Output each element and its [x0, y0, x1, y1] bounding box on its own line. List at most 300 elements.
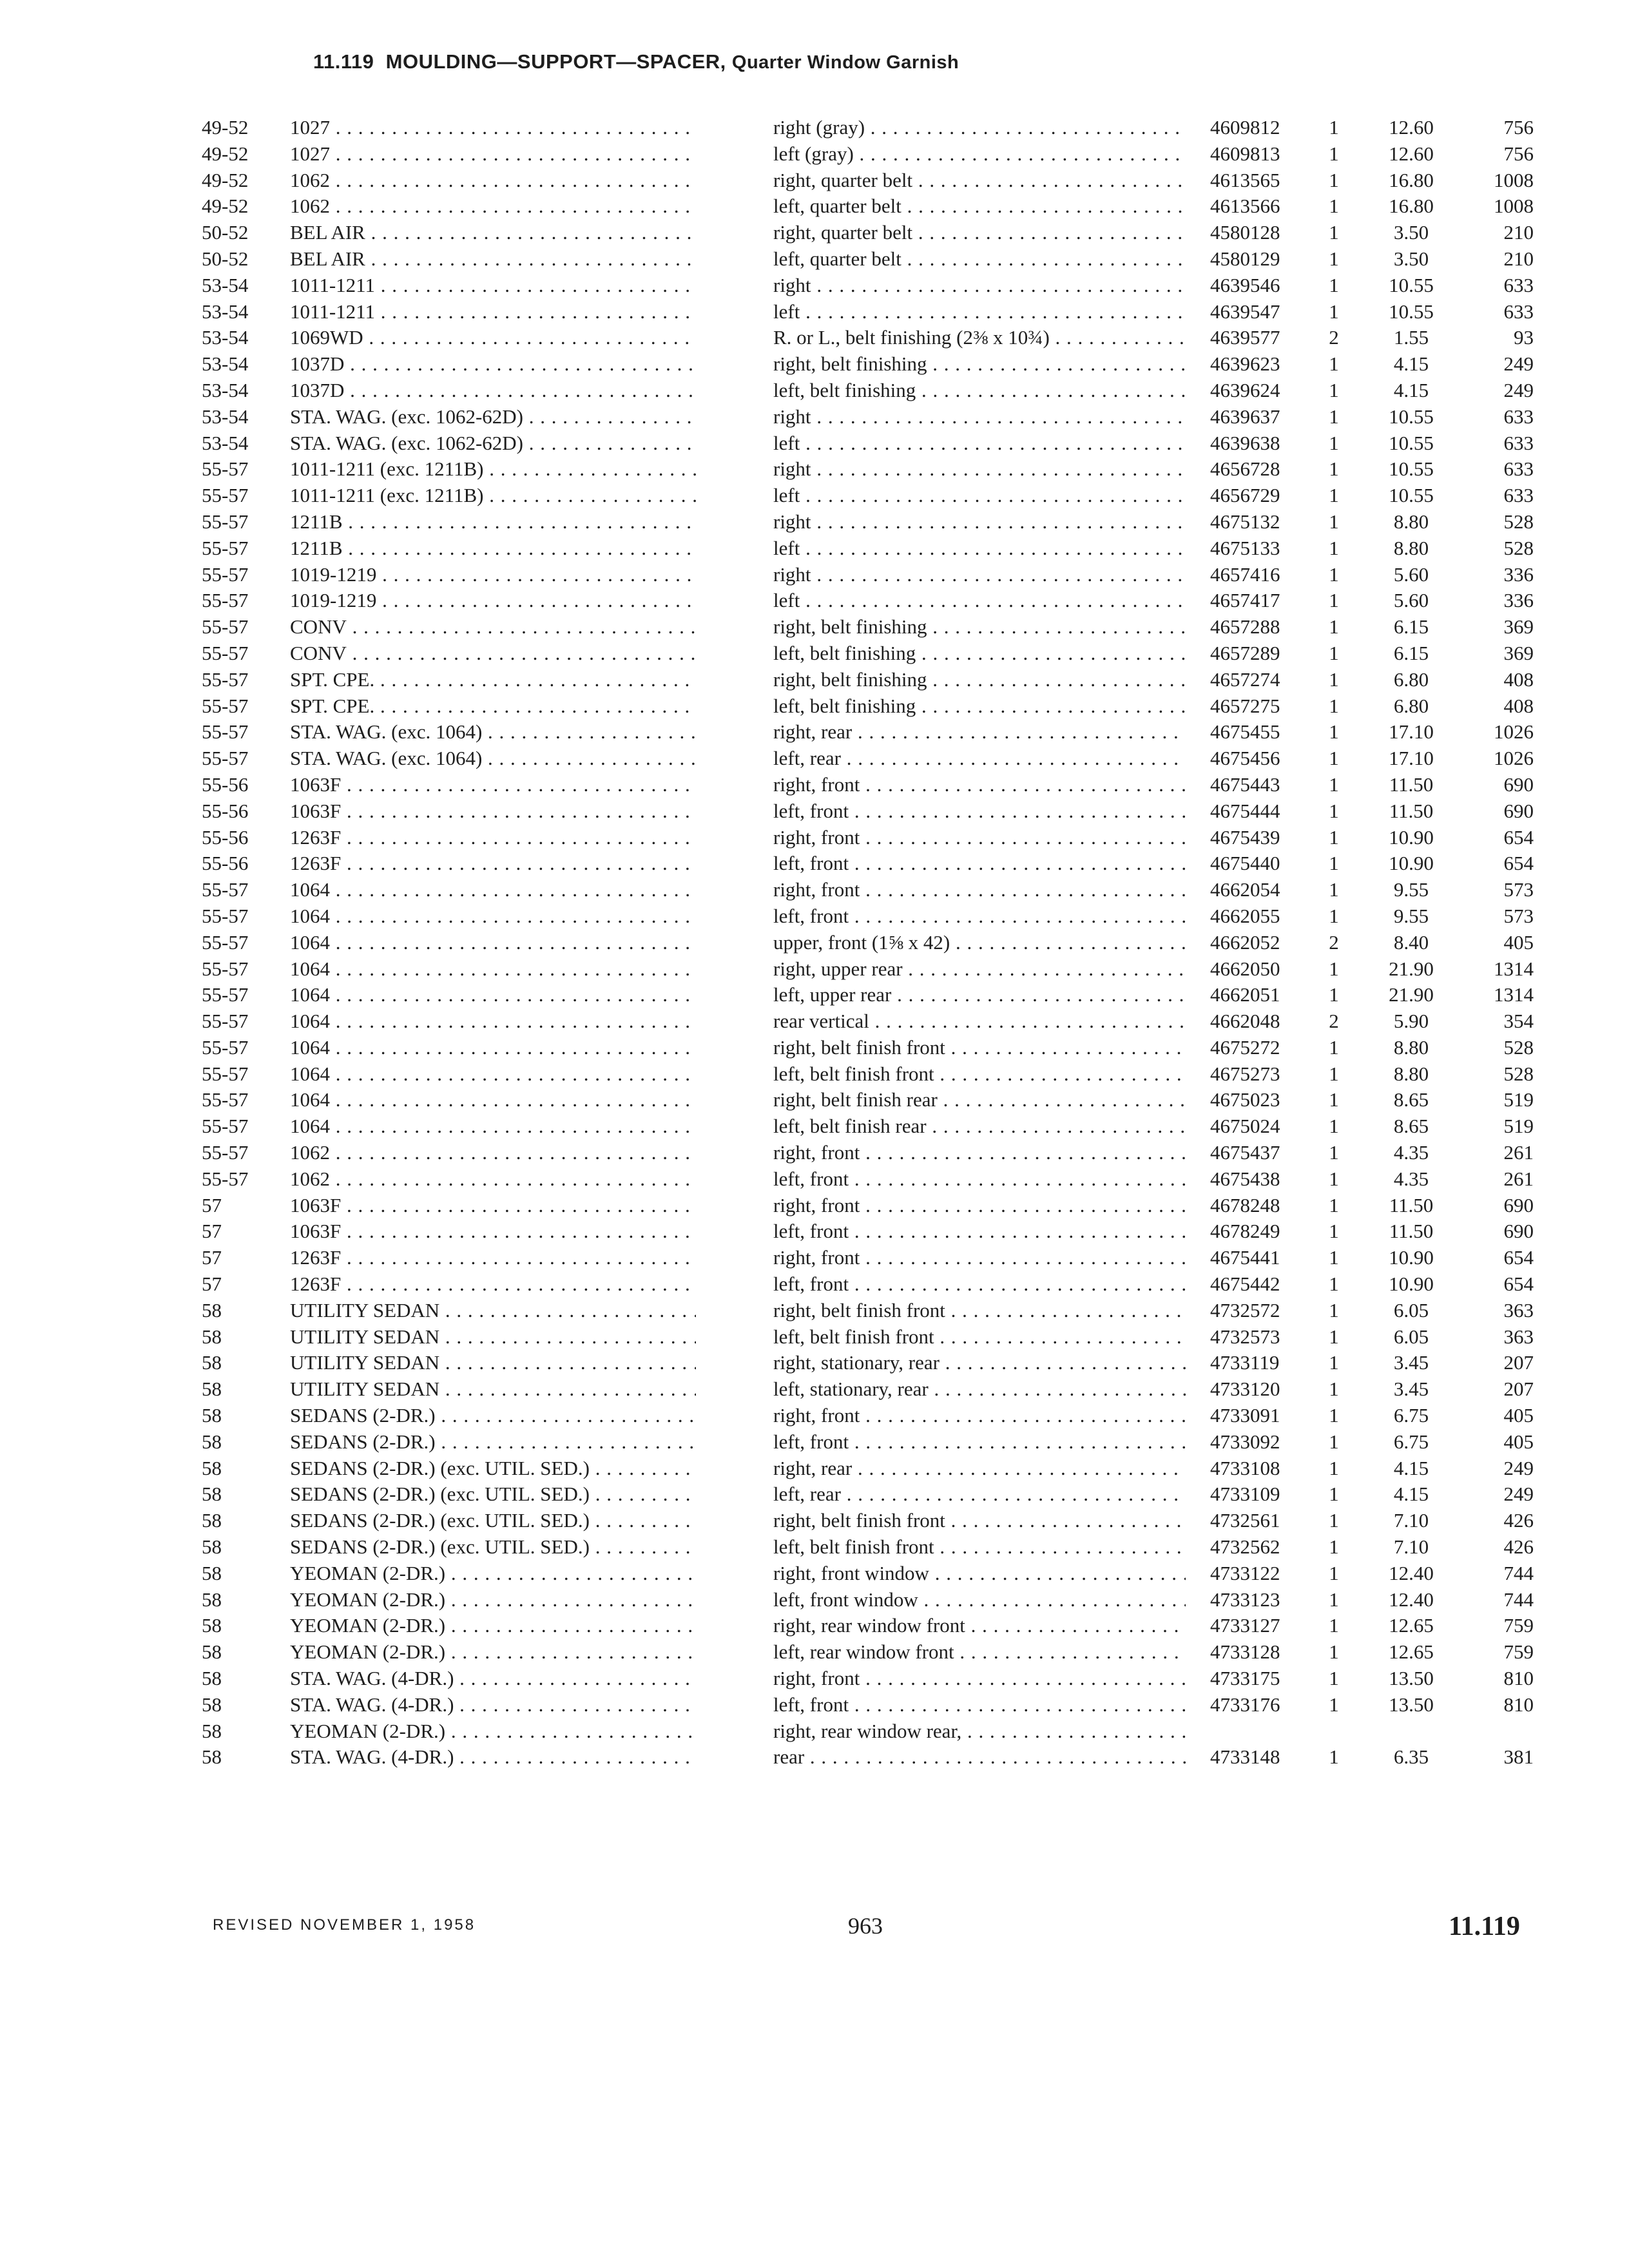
table-row [0, 1087, 1629, 1113]
quantity-cell: 1 [1329, 589, 1339, 612]
table-row [0, 1403, 1629, 1429]
quantity-cell: 1 [1329, 904, 1339, 927]
part-number-cell: 4732562 [1210, 1535, 1280, 1559]
table-row [0, 1061, 1629, 1088]
model-cell: 1062 . . . [290, 168, 696, 193]
price-cell: 10.90 [1389, 852, 1434, 875]
price-cell: 13.50 [1389, 1667, 1434, 1690]
model-cell: 1064 . . . [290, 1035, 696, 1061]
table-row [0, 483, 1629, 509]
table-row [0, 1613, 1629, 1639]
table-row [0, 1113, 1629, 1140]
part-number-cell: 4657288 [1210, 615, 1280, 639]
part-number-cell: 4657275 [1210, 694, 1280, 717]
price-cell: 6.15 [1393, 641, 1429, 664]
price-cell: 6.15 [1393, 615, 1429, 639]
quantity-cell: 1 [1329, 352, 1339, 376]
description-cell: right, belt finishing . . . [773, 614, 1186, 640]
code-cell: 744 [1503, 1588, 1534, 1611]
year-cell: 55-57 [202, 589, 249, 612]
quantity-cell: 1 [1329, 247, 1339, 270]
code-cell: 363 [1503, 1325, 1534, 1348]
price-cell: 11.50 [1389, 773, 1434, 796]
price-cell: 12.60 [1389, 116, 1434, 139]
code-cell: 426 [1503, 1509, 1534, 1532]
year-cell: 53-54 [202, 273, 249, 296]
footer-section-number: 11.119 [1449, 1912, 1520, 1941]
code-cell: 519 [1503, 1115, 1534, 1138]
price-cell: 17.10 [1389, 720, 1434, 744]
price-cell: 17.10 [1389, 747, 1434, 770]
quantity-cell: 1 [1329, 1667, 1339, 1690]
code-cell: 354 [1503, 1010, 1534, 1033]
code-cell: 381 [1503, 1745, 1534, 1769]
model-cell: YEOMAN (2-DR.) . . . [290, 1639, 696, 1665]
code-cell: 633 [1503, 405, 1534, 428]
quantity-cell: 1 [1329, 168, 1339, 191]
price-cell: 4.15 [1393, 1483, 1429, 1506]
part-number-cell: 4678249 [1210, 1220, 1280, 1243]
part-number-cell: 4733175 [1210, 1667, 1280, 1690]
price-cell: 10.90 [1389, 1273, 1434, 1296]
price-cell: 10.90 [1389, 825, 1434, 849]
price-cell: 4.15 [1393, 352, 1429, 376]
model-cell: 1069WD . . . [290, 325, 696, 351]
description-cell: right, quarter belt . . . [773, 220, 1186, 245]
year-cell: 55-57 [202, 510, 249, 533]
model-cell: UTILITY SEDAN . . . [290, 1350, 696, 1376]
price-cell: 3.50 [1393, 221, 1429, 244]
model-cell: 1263F . . . [290, 825, 696, 850]
price-cell: 4.15 [1393, 1456, 1429, 1479]
description-cell: left, front . . . [773, 1692, 1186, 1718]
quantity-cell: 1 [1329, 1298, 1339, 1321]
code-cell: 528 [1503, 1062, 1534, 1085]
quantity-cell: 1 [1329, 405, 1339, 428]
description-cell: left, belt finish front . . . [773, 1534, 1186, 1560]
year-cell: 58 [202, 1719, 222, 1742]
description-cell: left . . . [773, 535, 1186, 561]
quantity-cell: 1 [1329, 116, 1339, 139]
part-number-cell: 4662048 [1210, 1010, 1280, 1033]
model-cell: 1064 . . . [290, 1087, 696, 1113]
year-cell: 58 [202, 1667, 222, 1690]
price-cell: 5.60 [1393, 562, 1429, 586]
part-number-cell: 4675024 [1210, 1115, 1280, 1138]
description-cell: left, stationary, rear . . . [773, 1376, 1186, 1402]
quantity-cell: 1 [1329, 720, 1339, 744]
table-row [0, 1376, 1629, 1403]
code-cell: 405 [1503, 1404, 1534, 1427]
part-number-cell: 4675133 [1210, 536, 1280, 559]
year-cell: 55-56 [202, 852, 249, 875]
model-cell: 1064 . . . [290, 1008, 696, 1034]
price-cell: 12.65 [1389, 1640, 1434, 1664]
part-number-cell: 4678248 [1210, 1193, 1280, 1216]
header-section-number: 11.119 [313, 50, 374, 73]
description-cell: left, quarter belt . . . [773, 246, 1186, 272]
code-cell: 633 [1503, 431, 1534, 454]
price-cell: 13.50 [1389, 1693, 1434, 1716]
code-cell: 528 [1503, 536, 1534, 559]
description-cell: right, front . . . [773, 825, 1186, 850]
code-cell: 654 [1503, 1273, 1534, 1296]
price-cell: 11.50 [1389, 799, 1434, 822]
table-row [0, 1298, 1629, 1324]
page-number: 963 [848, 1913, 883, 1939]
table-row [0, 877, 1629, 903]
part-number-cell: 4733128 [1210, 1640, 1280, 1664]
year-cell: 55-57 [202, 930, 249, 954]
description-cell: right, rear window rear, . . . [773, 1718, 1186, 1744]
part-number-cell: 4733108 [1210, 1456, 1280, 1479]
page-footer [0, 1912, 1629, 1945]
year-cell: 55-57 [202, 1141, 249, 1164]
code-cell: 744 [1503, 1561, 1534, 1584]
quantity-cell: 1 [1329, 747, 1339, 770]
quantity-cell: 1 [1329, 825, 1339, 849]
model-cell: 1263F . . . [290, 850, 696, 876]
model-cell: 1063F . . . [290, 1218, 696, 1244]
year-cell: 58 [202, 1561, 222, 1584]
code-cell: 528 [1503, 1035, 1534, 1059]
part-number-cell: 4675439 [1210, 825, 1280, 849]
table-row [0, 1718, 1629, 1745]
model-cell: 1062 . . . [290, 1166, 696, 1192]
year-cell: 55-56 [202, 799, 249, 822]
code-cell: 690 [1503, 799, 1534, 822]
code-cell: 654 [1503, 852, 1534, 875]
price-cell: 9.55 [1393, 904, 1429, 927]
model-cell: 1064 . . . [290, 1061, 696, 1087]
description-cell: rear . . . [773, 1744, 1186, 1770]
code-cell: 654 [1503, 1246, 1534, 1269]
model-cell: SEDANS (2-DR.) . . . [290, 1403, 696, 1428]
table-row [0, 246, 1629, 273]
table-row [0, 588, 1629, 614]
table-row [0, 1350, 1629, 1376]
table-row [0, 562, 1629, 588]
price-cell: 12.60 [1389, 142, 1434, 165]
table-row [0, 299, 1629, 325]
code-cell: 210 [1503, 221, 1534, 244]
quantity-cell: 1 [1329, 641, 1339, 664]
model-cell: BEL AIR . . . [290, 220, 696, 245]
model-cell: 1062 . . . [290, 193, 696, 219]
description-cell: right, belt finish front . . . [773, 1298, 1186, 1323]
price-cell: 6.80 [1393, 694, 1429, 717]
year-cell: 58 [202, 1693, 222, 1716]
model-cell: 1064 . . . [290, 930, 696, 956]
description-cell: right, belt finishing . . . [773, 351, 1186, 377]
part-number-cell: 4657274 [1210, 668, 1280, 691]
description-cell: left, belt finish rear . . . [773, 1113, 1186, 1139]
code-cell: 369 [1503, 615, 1534, 639]
part-number-cell: 4733122 [1210, 1561, 1280, 1584]
code-cell: 690 [1503, 773, 1534, 796]
quantity-cell: 1 [1329, 878, 1339, 901]
part-number-cell: 4639546 [1210, 273, 1280, 296]
part-number-cell: 4662051 [1210, 983, 1280, 1006]
part-number-cell: 4675437 [1210, 1141, 1280, 1164]
description-cell: left . . . [773, 430, 1186, 456]
year-cell: 58 [202, 1351, 222, 1374]
table-row [0, 220, 1629, 246]
year-cell: 55-57 [202, 720, 249, 744]
description-cell: left (gray) . . . [773, 141, 1186, 167]
price-cell: 6.05 [1393, 1298, 1429, 1321]
part-number-cell: 4733092 [1210, 1430, 1280, 1453]
quantity-cell: 1 [1329, 668, 1339, 691]
code-cell: 1008 [1494, 168, 1534, 191]
table-row [0, 745, 1629, 772]
code-cell: 1008 [1494, 195, 1534, 218]
model-cell: STA. WAG. (exc. 1062-62D) . . . [290, 430, 696, 456]
table-row [0, 798, 1629, 825]
part-number-cell: 4733127 [1210, 1614, 1280, 1637]
price-cell: 16.80 [1389, 195, 1434, 218]
year-cell: 55-57 [202, 536, 249, 559]
part-number-cell: 4675273 [1210, 1062, 1280, 1085]
quantity-cell: 1 [1329, 1167, 1339, 1190]
table-row [0, 1008, 1629, 1035]
code-cell: 1314 [1494, 957, 1534, 980]
table-row [0, 325, 1629, 351]
quantity-cell: 1 [1329, 615, 1339, 639]
table-row [0, 509, 1629, 535]
code-cell: 408 [1503, 668, 1534, 691]
year-cell: 58 [202, 1298, 222, 1321]
part-number-cell: 4675456 [1210, 747, 1280, 770]
code-cell: 1026 [1494, 720, 1534, 744]
table-row [0, 982, 1629, 1008]
code-cell: 633 [1503, 457, 1534, 481]
quantity-cell: 1 [1329, 1430, 1339, 1453]
description-cell: right, stationary, rear . . . [773, 1350, 1186, 1376]
description-cell: left, belt finish front . . . [773, 1324, 1186, 1350]
part-number-cell: 4733123 [1210, 1588, 1280, 1611]
price-cell: 6.05 [1393, 1325, 1429, 1348]
table-row [0, 1639, 1629, 1666]
year-cell: 58 [202, 1640, 222, 1664]
price-cell: 8.40 [1393, 930, 1429, 954]
quantity-cell: 1 [1329, 562, 1339, 586]
quantity-cell: 1 [1329, 1351, 1339, 1374]
table-row [0, 693, 1629, 720]
header-title: MOULDING—SUPPORT—SPACER, [385, 50, 726, 73]
price-cell: 10.55 [1389, 300, 1434, 323]
page-header [313, 50, 959, 73]
model-cell: 1064 . . . [290, 877, 696, 903]
quantity-cell: 1 [1329, 510, 1339, 533]
description-cell: left, upper rear . . . [773, 982, 1186, 1008]
table-row [0, 1666, 1629, 1692]
year-cell: 55-57 [202, 668, 249, 691]
table-row [0, 825, 1629, 851]
price-cell: 16.80 [1389, 168, 1434, 191]
model-cell: YEOMAN (2-DR.) . . . [290, 1587, 696, 1613]
quantity-cell: 1 [1329, 273, 1339, 296]
code-cell: 810 [1503, 1693, 1534, 1716]
quantity-cell: 1 [1329, 773, 1339, 796]
code-cell: 249 [1503, 1483, 1534, 1506]
quantity-cell: 1 [1329, 484, 1339, 507]
table-row [0, 1218, 1629, 1245]
description-cell: right, front . . . [773, 772, 1186, 798]
description-cell: right, front . . . [773, 1245, 1186, 1271]
year-cell: 55-57 [202, 484, 249, 507]
year-cell: 55-57 [202, 904, 249, 927]
table-row [0, 614, 1629, 640]
part-number-cell: 4733176 [1210, 1693, 1280, 1716]
year-cell: 49-52 [202, 195, 249, 218]
model-cell: 1011-1211 (exc. 1211B) . . . [290, 456, 696, 482]
part-number-cell: 4675440 [1210, 852, 1280, 875]
part-number-cell: 4639577 [1210, 326, 1280, 349]
description-cell: left, front . . . [773, 903, 1186, 929]
year-cell: 55-57 [202, 983, 249, 1006]
quantity-cell: 1 [1329, 1115, 1339, 1138]
table-row [0, 667, 1629, 693]
table-row [0, 1744, 1629, 1771]
table-row [0, 1692, 1629, 1718]
model-cell: SPT. CPE. . . . [290, 667, 696, 693]
table-row [0, 1508, 1629, 1534]
price-cell: 11.50 [1389, 1220, 1434, 1243]
year-cell: 55-57 [202, 562, 249, 586]
price-cell: 5.90 [1393, 1010, 1429, 1033]
part-number-cell: 4732573 [1210, 1325, 1280, 1348]
table-row [0, 1324, 1629, 1350]
quantity-cell: 1 [1329, 431, 1339, 454]
description-cell: left . . . [773, 483, 1186, 508]
description-cell: right, front . . . [773, 1140, 1186, 1166]
price-cell: 10.55 [1389, 457, 1434, 481]
part-number-cell: 4656728 [1210, 457, 1280, 481]
quantity-cell: 1 [1329, 1404, 1339, 1427]
part-number-cell: 4733119 [1210, 1351, 1280, 1374]
year-cell: 58 [202, 1614, 222, 1637]
description-cell: right, belt finish front . . . [773, 1035, 1186, 1061]
code-cell: 405 [1503, 1430, 1534, 1453]
model-cell: 1263F . . . [290, 1245, 696, 1271]
year-cell: 57 [202, 1220, 222, 1243]
description-cell: left, quarter belt . . . [773, 193, 1186, 219]
price-cell: 8.80 [1393, 510, 1429, 533]
quantity-cell: 2 [1329, 326, 1339, 349]
table-row [0, 1456, 1629, 1482]
price-cell: 10.55 [1389, 431, 1434, 454]
description-cell: right . . . [773, 404, 1186, 430]
code-cell: 633 [1503, 484, 1534, 507]
quantity-cell: 1 [1329, 1693, 1339, 1716]
table-row [0, 1561, 1629, 1587]
model-cell: SEDANS (2-DR.) (exc. UTIL. SED.) . . . [290, 1481, 696, 1507]
quantity-cell: 1 [1329, 852, 1339, 875]
quantity-cell: 1 [1329, 300, 1339, 323]
description-cell: right, upper rear . . . [773, 956, 1186, 982]
code-cell: 336 [1503, 562, 1534, 586]
model-cell: UTILITY SEDAN . . . [290, 1324, 696, 1350]
table-row [0, 404, 1629, 430]
quantity-cell: 1 [1329, 195, 1339, 218]
price-cell: 10.90 [1389, 1246, 1434, 1269]
code-cell: 690 [1503, 1193, 1534, 1216]
description-cell: left, front . . . [773, 798, 1186, 824]
description-cell: right, front window . . . [773, 1561, 1186, 1586]
model-cell: 1019-1219 . . . [290, 588, 696, 613]
quantity-cell: 1 [1329, 1614, 1339, 1637]
year-cell: 55-57 [202, 1088, 249, 1111]
code-cell: 573 [1503, 904, 1534, 927]
table-row [0, 1534, 1629, 1561]
part-number-cell: 4733148 [1210, 1745, 1280, 1769]
description-cell: left, rear . . . [773, 1481, 1186, 1507]
description-cell: left . . . [773, 299, 1186, 325]
model-cell: 1063F . . . [290, 1193, 696, 1218]
model-cell: 1027 . . . [290, 115, 696, 140]
year-cell: 50-52 [202, 247, 249, 270]
code-cell: 93 [1514, 326, 1534, 349]
part-number-cell: 4675444 [1210, 799, 1280, 822]
model-cell: 1064 . . . [290, 1113, 696, 1139]
part-number-cell: 4656729 [1210, 484, 1280, 507]
quantity-cell: 1 [1329, 799, 1339, 822]
quantity-cell: 2 [1329, 1010, 1339, 1033]
price-cell: 10.55 [1389, 484, 1434, 507]
description-cell: right, front . . . [773, 1403, 1186, 1428]
table-row [0, 1587, 1629, 1613]
model-cell: 1019-1219 . . . [290, 562, 696, 588]
model-cell: 1211B . . . [290, 535, 696, 561]
price-cell: 6.35 [1393, 1745, 1429, 1769]
quantity-cell: 1 [1329, 983, 1339, 1006]
year-cell: 55-57 [202, 457, 249, 481]
model-cell: 1064 . . . [290, 956, 696, 982]
quantity-cell: 1 [1329, 1483, 1339, 1506]
code-cell: 261 [1503, 1167, 1534, 1190]
quantity-cell: 1 [1329, 457, 1339, 481]
year-cell: 58 [202, 1509, 222, 1532]
table-row [0, 456, 1629, 483]
table-row [0, 273, 1629, 299]
table-row [0, 351, 1629, 378]
part-number-cell: 4662054 [1210, 878, 1280, 901]
table-row [0, 193, 1629, 220]
table-row [0, 378, 1629, 404]
code-cell: 1026 [1494, 747, 1534, 770]
year-cell: 55-56 [202, 825, 249, 849]
year-cell: 58 [202, 1483, 222, 1506]
quantity-cell: 1 [1329, 1273, 1339, 1296]
year-cell: 53-54 [202, 431, 249, 454]
parts-list [0, 115, 1629, 1771]
part-number-cell: 4609813 [1210, 142, 1280, 165]
description-cell: left, front . . . [773, 850, 1186, 876]
code-cell: 207 [1503, 1351, 1534, 1374]
year-cell: 55-57 [202, 747, 249, 770]
model-cell: CONV . . . [290, 614, 696, 640]
code-cell: 363 [1503, 1298, 1534, 1321]
table-row [0, 1166, 1629, 1193]
year-cell: 49-52 [202, 168, 249, 191]
description-cell: right, rear . . . [773, 1456, 1186, 1481]
part-number-cell: 4662055 [1210, 904, 1280, 927]
description-cell: left, rear . . . [773, 745, 1186, 771]
model-cell: 1211B . . . [290, 509, 696, 535]
table-row [0, 1429, 1629, 1456]
model-cell: CONV . . . [290, 640, 696, 666]
